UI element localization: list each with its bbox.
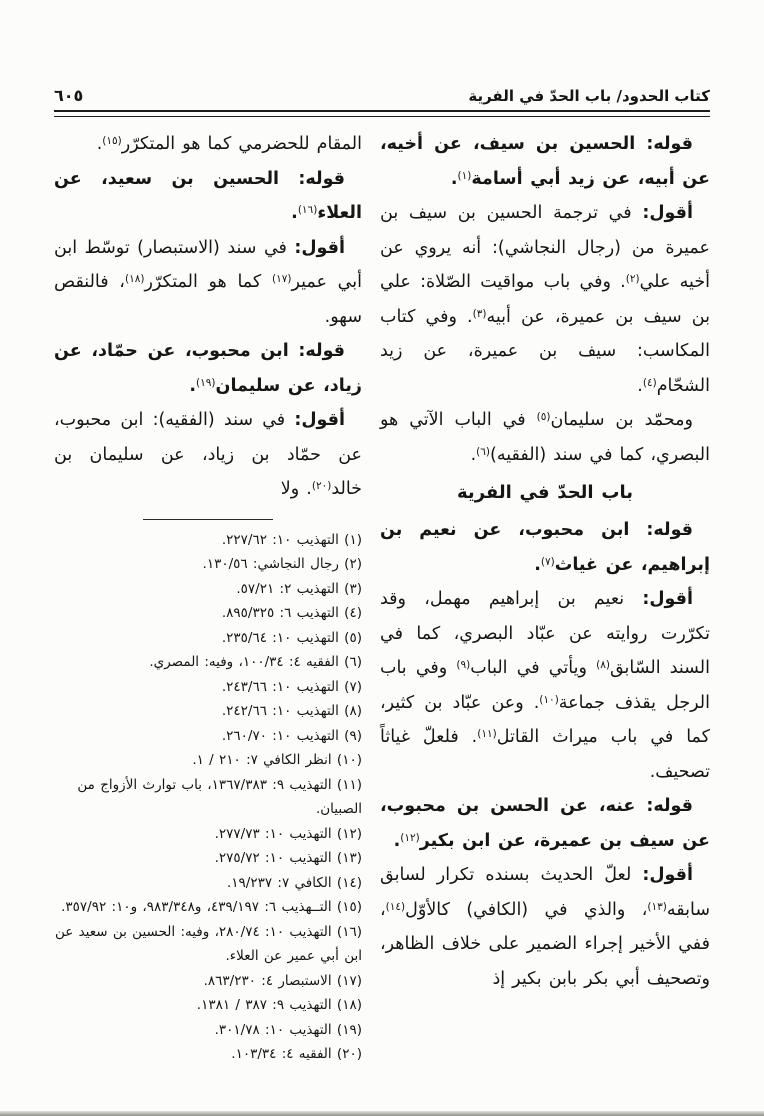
text-segment: أقول: [294, 410, 345, 430]
paragraph [380, 582, 710, 789]
footnote: (٩) التهذيب ١٠: ٢٦٠/٧٠. [221, 727, 362, 744]
footnote: (١٠) انظر الكافي ٧: ٢١٠ / ١. [192, 752, 362, 768]
text-segment: لعلّ الحديث بسنده تكرار لسابق سابقه [380, 865, 710, 920]
footnote-marker: (١٨) [124, 273, 145, 285]
footnote-marker: (١١) [477, 728, 497, 740]
text-segment: . ولا [280, 479, 312, 499]
text-segment: . [291, 203, 298, 223]
footnote: (٢٠) الفقيه ٤: ١٠٣/٣٤. [231, 1046, 362, 1062]
text-segment: . فلعلّ غياثاً تصحيف. [380, 727, 710, 782]
footnotes-block [54, 528, 362, 1067]
footnote: (٨) التهذيب ١٠: ٢٤٢/٦٦. [221, 703, 362, 719]
footnote-marker: (١٦) [297, 204, 318, 216]
paragraph [54, 127, 362, 162]
paragraph [380, 196, 710, 403]
text-segment: أقول: [642, 865, 693, 885]
footnote: (٦) الفقيه ٤: ١٠٠/٣٤، وفيه: المصري. [149, 654, 362, 670]
footnote-marker: (٧) [540, 555, 555, 568]
paragraph [380, 858, 710, 996]
paragraph [380, 403, 710, 472]
paragraph [54, 231, 362, 335]
text-segment: المقام للحضرمي كما هو المتكرّر [121, 134, 362, 154]
footnote-marker: (٨) [596, 659, 610, 671]
footnote-marker: (١٤) [385, 900, 406, 913]
text-segment: في الباب الآتي هو البصري، كما في سند (الفقيه) [380, 410, 710, 465]
text-segment: أقول: [642, 203, 693, 223]
paragraph [380, 789, 710, 858]
text-segment: في ترجمة الحسين بن سيف بن عميرة من (رجال النجاشي): أنه يروي عن أخيه علي [380, 203, 710, 292]
text-segment: . وفي كتاب المكاسب: سيف بن عميرة، عن زيد الشحّام [380, 306, 710, 396]
text-segment: . [534, 554, 541, 575]
footnote-marker: (٢٠) [311, 480, 332, 492]
running-title: كتاب الحدود/ باب الحدّ في الفرية [468, 87, 710, 105]
text-segment: . [450, 168, 458, 189]
text-segment: . [393, 830, 401, 851]
text-segment: وفي باب الرجل يقذف جماعة [380, 658, 710, 713]
footnote-marker: (٤) [642, 376, 657, 389]
footnote-marker: (١٠) [539, 693, 559, 706]
footnote-marker: (١) [457, 169, 472, 182]
footnote-marker: (٢) [625, 273, 640, 285]
text-segment: قوله: ابن محبوب، عن نعيم بن إبراهيم، عن غياث [380, 520, 710, 575]
footnote: (١٤) الكافي ٧: ١٩/٢٣٧. [226, 874, 362, 891]
header-rule [54, 110, 710, 117]
text-segment: . وفي باب مواقيت الصّلاة: علي بن سيف بن عميرة، عن أبيه [380, 272, 710, 327]
text-segment: في سند (الفقيه): ابن محبوب، عن حمّاد بن زياد، عن سليمان بن خالد [54, 410, 362, 499]
text-segment: أقول: [294, 237, 345, 258]
text-segment: ومحمّد بن سليمان [550, 410, 693, 430]
footnote: (١) التهذيب ١٠: ٢٢٧/٦٢. [221, 531, 362, 548]
footnote: (٢) رجال النجاشي: ١٣٠/٥٦. [202, 556, 362, 572]
footnote-marker: (٦) [476, 445, 491, 458]
text-segment: باب الحدّ في الفرية [457, 482, 633, 503]
footnote-marker: (١٧) [271, 273, 292, 285]
text-segment: . [96, 134, 103, 154]
section-heading [380, 475, 710, 511]
footnote: (١١) التهذيب ٩: ١٣٦٧/٣٨٣، باب توارث الأزواج من الصبيان. [77, 776, 362, 817]
footnote-marker: (١٥) [102, 135, 122, 147]
footnote-separator [143, 519, 273, 520]
footnote-marker: (٩) [456, 659, 471, 671]
column-left [54, 127, 362, 1067]
footnote-marker: (٣) [472, 307, 487, 320]
text-segment: . [189, 375, 197, 396]
paragraph [54, 334, 362, 403]
column-right [380, 127, 710, 1067]
footnote: (١٨) التهذيب ٩: ٣٨٧ / ١٣٨١. [196, 997, 362, 1013]
text-segment: . وعن عبّاد بن كثير، كما في باب ميراث القاتل [380, 692, 710, 747]
text-segment: قوله: الحسين بن سيف، عن أخيه، عن أبيه، عن زيد أبي أسامة [380, 134, 710, 189]
footnote: (١٦) التهذيب ١٠: ٢٨٠/٧٤، وفيه: الحسين بن سعيد عن ابن أبي عمير عن العلاء. [54, 923, 362, 964]
text-segment: قوله: الحسين بن سعيد، عن العلاء [54, 168, 362, 223]
footnote: (٧) التهذيب ١٠: ٢٤٣/٦٦. [221, 678, 362, 695]
footnote: (٣) التهذيب ٢: ٥٧/٢١. [236, 580, 362, 597]
text-segment: نعيم بن إبراهيم مهمل، وقد تكرّرت روايته عن عبّاد البصري، كما في السند السّابق [380, 589, 710, 678]
footnote: (٤) التهذيب ٦: ٨٩٥/٣٢٥. [221, 605, 362, 621]
footnote: (٥) التهذيب ١٠: ٢٣٥/٦٤. [221, 629, 362, 646]
text-segment: قوله: عنه، عن الحسن بن محبوب، عن سيف بن عميرة، عن ابن بكير [380, 796, 710, 851]
footnote-marker: (١٩) [196, 376, 216, 389]
text-segment: كما هو المتكرّر [144, 272, 272, 292]
page-bottom-edge [0, 1111, 764, 1116]
page-header [54, 86, 710, 105]
text-segment: قوله: ابن محبوب، عن حمّاد، عن زياد، عن سليمان [54, 341, 362, 396]
footnote: (١٥) التــهذيب ٦: ٤٣٩/١٩٧، و٩٨٣/٣٤٨، و١٠: ٣٥٧/٩٢. [61, 899, 362, 915]
page-number: ٦٠٥ [54, 86, 84, 105]
text-segment: ويأتي في الباب [470, 658, 597, 678]
text-segment: . [637, 375, 643, 396]
paragraph [54, 162, 362, 231]
text-segment: في سند (الاستبصار) توسّط ابن أبي عمير [54, 237, 362, 292]
text-segment: أقول: [642, 589, 693, 609]
text-segment: ، والذي في (الكافي) كالأوّل [405, 899, 648, 920]
footnote: (١٢) التهذيب ١٠: ٢٧٧/٧٣. [214, 825, 362, 842]
paragraph [54, 403, 362, 507]
footnote: (١٩) التهذيب ١٠: ٣٠١/٧٨. [214, 1021, 362, 1038]
footnote: (١٣) التهذيب ١٠: ٢٧٥/٧٢. [214, 850, 362, 866]
text-segment: . [470, 444, 477, 465]
text-segment: ، ففي الأخير إجراء الضمير على خلاف الظاهر، وتصحيف أبي بكر بابن بكير إذ [380, 899, 710, 989]
footnote-marker: (١٢) [400, 831, 420, 844]
text-segment: ، فالنقص سهو. [54, 272, 362, 327]
two-column-text [54, 127, 710, 1067]
paragraph [380, 513, 710, 582]
footnote-marker: (١٣) [647, 900, 667, 913]
footnote-marker: (٥) [536, 411, 551, 423]
column-left-body [54, 127, 362, 507]
footnote: (١٧) الاستبصار ٤: ٨٦٣/٢٣٠. [203, 972, 362, 989]
paragraph [380, 127, 710, 196]
